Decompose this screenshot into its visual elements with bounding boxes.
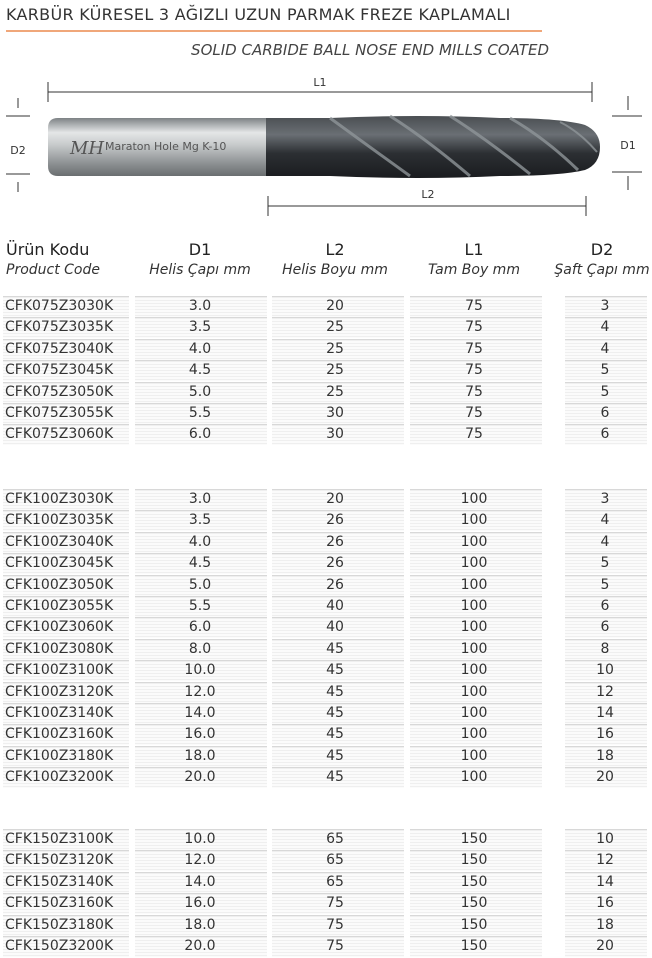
cell-d2: 18 [596, 916, 614, 933]
table-row [0, 872, 652, 893]
header-product-code: Ürün Kodu Product Code [6, 240, 101, 278]
header-l2: L2 Helis Boyu mm [282, 240, 388, 278]
d2-label: D2 [10, 144, 26, 157]
cell-l2: 45 [326, 640, 344, 657]
title-underline [6, 30, 542, 32]
table-row [0, 489, 652, 510]
cell-code: CFK150Z3180K [5, 916, 114, 933]
cell-d1: 6.0 [188, 619, 212, 636]
header-d2: D2 Şaft Çapı mm [554, 240, 650, 278]
cell-d2: 6 [600, 426, 610, 443]
cell-code: CFK150Z3140K [5, 873, 114, 890]
page-subtitle: SOLID CARBIDE BALL NOSE END MILLS COATED [191, 41, 549, 59]
cell-d2: 5 [600, 555, 610, 572]
table-row [0, 510, 652, 531]
cell-l1: 150 [460, 852, 488, 869]
cell-d1: 4.5 [188, 362, 212, 379]
cell-d1: 5.0 [188, 576, 212, 593]
cell-l2: 65 [326, 873, 344, 890]
cell-code: CFK075Z3030K [5, 298, 114, 314]
cell-l1: 100 [460, 705, 488, 721]
table-row [0, 850, 652, 871]
cell-d2: 4 [600, 533, 610, 550]
tool-diagram [0, 70, 652, 230]
cell-l1: 75 [465, 405, 483, 421]
cell-l1: 100 [460, 683, 488, 700]
cell-l1: 100 [460, 662, 488, 679]
cell-d1: 16.0 [184, 726, 216, 743]
cell-l1: 75 [465, 383, 483, 400]
cell-code: CFK075Z3040K [5, 340, 114, 357]
cell-l1: 150 [460, 873, 488, 890]
cell-l2: 25 [326, 340, 344, 357]
cell-l1: 150 [460, 916, 488, 933]
table-row [0, 936, 652, 957]
cell-l1: 100 [460, 726, 488, 743]
cell-d1: 6.0 [188, 426, 212, 443]
table-row [0, 639, 652, 660]
cell-l2: 45 [326, 705, 344, 721]
cell-d1: 16.0 [184, 895, 216, 912]
cell-code: CFK100Z3045K [5, 555, 114, 572]
cell-d1: 18.0 [184, 747, 216, 764]
cell-d2: 10 [596, 831, 614, 847]
table-row [0, 532, 652, 553]
cell-d2: 12 [596, 683, 614, 700]
cell-l2: 26 [326, 533, 344, 550]
cell-d2: 6 [600, 598, 610, 614]
cell-l2: 25 [326, 362, 344, 379]
cell-l1: 75 [465, 340, 483, 357]
table-row [0, 746, 652, 767]
cell-d2: 6 [600, 405, 610, 421]
cell-l2: 45 [326, 662, 344, 679]
cell-d1: 20.0 [184, 938, 216, 954]
cell-d2: 4 [600, 319, 610, 336]
cell-d2: 4 [600, 512, 610, 529]
brand-logo: MH [70, 138, 105, 159]
cell-l2: 25 [326, 383, 344, 400]
cell-l2: 75 [326, 938, 344, 954]
cell-l2: 20 [326, 491, 344, 507]
cell-d2: 10 [596, 662, 614, 679]
cell-l2: 45 [326, 726, 344, 743]
l2-label: L2 [421, 188, 435, 201]
cell-d1: 3.0 [188, 298, 212, 314]
shank-marking: Maraton Hole Mg K-10 [105, 140, 227, 153]
cell-l2: 40 [326, 619, 344, 636]
cell-l2: 30 [326, 405, 344, 421]
cell-l2: 20 [326, 298, 344, 314]
cell-d1: 12.0 [184, 852, 216, 869]
cell-l1: 100 [460, 769, 488, 786]
cell-l1: 100 [460, 640, 488, 657]
cell-d1: 10.0 [184, 831, 216, 847]
table-row [0, 403, 652, 424]
cell-code: CFK100Z3080K [5, 640, 114, 657]
cell-l2: 25 [326, 319, 344, 336]
cell-l1: 100 [460, 598, 488, 614]
cell-d2: 4 [600, 340, 610, 357]
cell-l1: 100 [460, 491, 488, 507]
cell-code: CFK100Z3140K [5, 705, 114, 721]
cell-d2: 3 [600, 491, 610, 507]
cell-d1: 12.0 [184, 683, 216, 700]
cell-l2: 45 [326, 747, 344, 764]
page-title: KARBÜR KÜRESEL 3 AĞIZLI UZUN PARMAK FREZE KAPLAMALI [6, 5, 511, 24]
cell-l2: 65 [326, 831, 344, 847]
table-row [0, 424, 652, 445]
table-row [0, 915, 652, 936]
cell-d2: 18 [596, 747, 614, 764]
cell-l1: 75 [465, 426, 483, 443]
cell-d2: 8 [600, 640, 610, 657]
cell-d1: 3.5 [188, 512, 212, 529]
cell-d1: 10.0 [184, 662, 216, 679]
cell-l1: 150 [460, 831, 488, 847]
cell-d2: 20 [596, 769, 614, 786]
cell-l2: 40 [326, 598, 344, 614]
cell-d2: 16 [596, 726, 614, 743]
cell-d2: 20 [596, 938, 614, 954]
table-row [0, 682, 652, 703]
cell-d1: 4.0 [188, 340, 212, 357]
cell-d2: 14 [596, 705, 614, 721]
cell-d1: 4.0 [188, 533, 212, 550]
cell-d1: 4.5 [188, 555, 212, 572]
cell-code: CFK075Z3045K [5, 362, 114, 379]
cell-code: CFK075Z3035K [5, 319, 114, 336]
cell-d2: 6 [600, 619, 610, 636]
table-row [0, 596, 652, 617]
table-row [0, 703, 652, 724]
cell-d2: 14 [596, 873, 614, 890]
cell-l1: 100 [460, 747, 488, 764]
cell-code: CFK100Z3035K [5, 512, 114, 529]
cell-l2: 26 [326, 576, 344, 593]
cell-l1: 100 [460, 576, 488, 593]
table-row [0, 617, 652, 638]
cell-l1: 150 [460, 895, 488, 912]
cell-d2: 16 [596, 895, 614, 912]
cell-code: CFK100Z3120K [5, 683, 114, 700]
cell-l2: 45 [326, 769, 344, 786]
cell-d1: 14.0 [184, 705, 216, 721]
cell-d1: 3.5 [188, 319, 212, 336]
cell-d2: 5 [600, 576, 610, 593]
cell-l1: 75 [465, 319, 483, 336]
cell-l1: 75 [465, 298, 483, 314]
cell-code: CFK100Z3160K [5, 726, 114, 743]
cell-code: CFK100Z3200K [5, 769, 114, 786]
cell-code: CFK100Z3050K [5, 576, 114, 593]
cell-code: CFK150Z3160K [5, 895, 114, 912]
cell-l1: 150 [460, 938, 488, 954]
table-row [0, 360, 652, 381]
table-row [0, 553, 652, 574]
cell-code: CFK150Z3120K [5, 852, 114, 869]
cell-d2: 3 [600, 298, 610, 314]
d1-label: D1 [620, 139, 636, 152]
cell-l1: 75 [465, 362, 483, 379]
cell-d1: 20.0 [184, 769, 216, 786]
cell-l2: 65 [326, 852, 344, 869]
table-row [0, 660, 652, 681]
table-row [0, 829, 652, 850]
cell-code: CFK100Z3180K [5, 747, 114, 764]
table-row [0, 724, 652, 745]
cell-code: CFK100Z3100K [5, 662, 114, 679]
cell-l2: 45 [326, 683, 344, 700]
cell-d1: 18.0 [184, 916, 216, 933]
cell-d2: 5 [600, 362, 610, 379]
table-row [0, 575, 652, 596]
cell-d2: 5 [600, 383, 610, 400]
cell-code: CFK100Z3030K [5, 491, 114, 507]
cell-l1: 100 [460, 555, 488, 572]
cell-code: CFK100Z3060K [5, 619, 114, 636]
cell-code: CFK075Z3050K [5, 383, 114, 400]
cell-l1: 100 [460, 512, 488, 529]
cell-d1: 5.5 [188, 598, 212, 614]
cell-l2: 30 [326, 426, 344, 443]
cell-code: CFK150Z3200K [5, 938, 114, 954]
table-row [0, 893, 652, 914]
table-row [0, 317, 652, 338]
cell-l2: 75 [326, 895, 344, 912]
cell-d1: 5.0 [188, 383, 212, 400]
table-row [0, 767, 652, 788]
cell-code: CFK100Z3040K [5, 533, 114, 550]
cell-l2: 26 [326, 512, 344, 529]
header-l1: L1 Tam Boy mm [428, 240, 520, 278]
cell-d2: 12 [596, 852, 614, 869]
l1-label: L1 [313, 76, 327, 89]
cell-d1: 8.0 [188, 640, 212, 657]
cell-l2: 75 [326, 916, 344, 933]
cell-l1: 100 [460, 619, 488, 636]
cell-d1: 5.5 [188, 405, 212, 421]
cell-l1: 100 [460, 533, 488, 550]
cell-code: CFK100Z3055K [5, 598, 114, 614]
cell-d1: 14.0 [184, 873, 216, 890]
cell-code: CFK075Z3055K [5, 405, 114, 421]
table-row [0, 339, 652, 360]
header-d1: D1 Helis Çapı mm [149, 240, 251, 278]
cell-l2: 26 [326, 555, 344, 572]
cell-code: CFK150Z3100K [5, 831, 114, 847]
table-row [0, 382, 652, 403]
table-row [0, 296, 652, 317]
cell-d1: 3.0 [188, 491, 212, 507]
cell-code: CFK075Z3060K [5, 426, 114, 443]
